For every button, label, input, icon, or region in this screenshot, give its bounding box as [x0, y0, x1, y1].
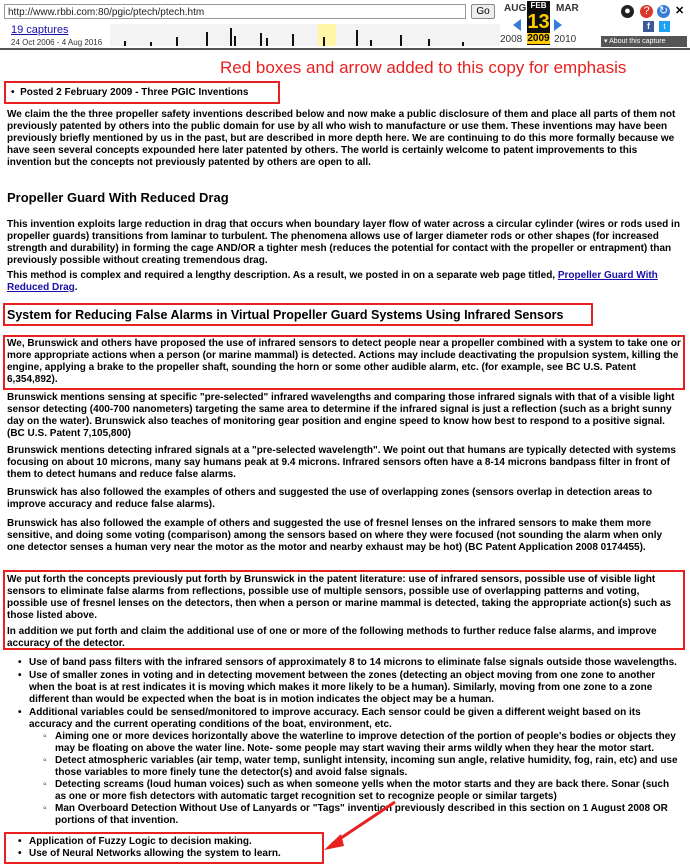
- reduced-drag-link[interactable]: Propeller Guard With Reduced Drag: [7, 270, 658, 293]
- sub-list-item: ◦ Man Overboard Detection Without Use of Lanyards or "Tags" invention previously described in this section on 1 August 2008 OR portions of that invention.: [11, 803, 681, 827]
- sparkline-bar: [234, 36, 236, 46]
- sparkline-bar: [370, 40, 372, 46]
- intro-paragraph: We claim the the three propeller safety inventions described below and now make a public disclosure of them and place all parts of them not previously patented by others into the public domain for use by all who wish to manufacture or use them. These inventions may have been previously briefly mentioned by us in the past, but are described in more depth here. We are continuing to do this more formally because we have seen several concepts expounded here later patented by others. The world is certainly welcome to patent improvements to this invention but the concepts not previously patented by others are open to all.: [7, 109, 676, 168]
- next-capture-arrow-icon[interactable]: [554, 19, 562, 31]
- emphasis-arrow-icon: [322, 796, 402, 856]
- month-next[interactable]: MAR: [556, 3, 579, 14]
- sparkline-bar: [206, 32, 208, 46]
- sparkline-bar: [356, 30, 358, 46]
- sub-list-item: ◦ Detecting screams (loud human voices) such as when someone yells when the motor starts and they are back there. Sonar (such as one or more fish detectors with automatic target recognition set to recognize people or similar targets): [11, 779, 681, 803]
- day-current: 13: [527, 11, 550, 33]
- sparkline-bar: [428, 39, 430, 46]
- section2-paragraph-6: We put forth the concepts previously put forth by Brunswick in the patent literature: use of infrared sensors, possible use of visible light sensors to eliminate false alarms from reflections, possible use of multiple sensors, possible use of overlapping patterns and voting, possible use of fresnel lenses on the detectors, then when a person or marine mammal is detected, taking the appropriate action(s) such as those listed above.: [7, 574, 672, 621]
- list-item: • Use of smaller zones in voting and in detecting movement between the zones (detecting an object moving from one zone to another when the boat is at rest indicates it is moving which makes it more likely to be a human). Similarly, moving from one zone to a zone different than would be expected when the boat is in motion indicates the object may be a human.: [11, 670, 681, 706]
- sparkline-bar: [462, 42, 464, 46]
- sparkline-highlight: [318, 24, 336, 46]
- url-input[interactable]: http://www.rbbi.com:80/pgic/ptech/ptech.htm: [4, 4, 466, 19]
- sub-list-item: ◦ Detect atmospheric variables (air temp, water temp, sunlight intensity, incoming sun angle, relative humidity, fog, rain, etc) and use those variables to more finely tune the detector(s) and avoid false signals.: [11, 755, 681, 779]
- user-icon[interactable]: ●: [621, 5, 634, 18]
- twitter-icon[interactable]: t: [659, 21, 670, 32]
- list-item: • Application of Fuzzy Logic to decision making.: [11, 836, 321, 848]
- sparkline-bar: [400, 35, 402, 46]
- section2-paragraph-1: We, Brunswick and others have proposed the use of infrared sensors to detect people near a propeller combined with a system to take one or more appropriate actions when a person (or marine mammal) is detected. Actions may include deactivating the propulsion system, killing the engine, applying a brake to the propeller shaft, sounding the horn or some other audible alarm, etc. (for example, see BC U.S. Patent 6,354,892).: [7, 338, 681, 385]
- share-icon[interactable]: ↻: [658, 5, 669, 17]
- sparkline-bar: [292, 34, 294, 46]
- section1-link-prefix: This method is complex and required a lengthy description. As a result, we posted in on a separate web page titled,: [7, 270, 558, 281]
- sparkline-bar: [176, 37, 178, 46]
- captures-link[interactable]: 19 captures: [11, 24, 69, 36]
- help-icon[interactable]: ?: [640, 5, 653, 18]
- year-next[interactable]: 2010: [554, 34, 577, 45]
- section2-paragraph-3: Brunswick mentions detecting infrared signals at a "pre-selected wavelength". We point out that humans are typically detected with systems focusing on about 10 microns, many say humans peak at 9.4 microns. Infrared sensors often have a 8-14 microns bandpass filter in front of them to detect humans and reduce false alarms.: [7, 445, 676, 480]
- section2-title: System for Reducing False Alarms in Virtual Propeller Guard Systems Using Infrared Sensors: [7, 308, 564, 322]
- section2-paragraph-2: Brunswick mentions sensing at specific "pre-selected" infrared wavelengths and comparing those infrared signals with that of a visible light sensor detecting (400-700 nanometers) targeting the same area to determine if the infrared signal is just a reflection (such as a bright sunny day on the water). Brunswick also teaches of monitoring gear position and engine speed to know how best to respond to a positive signal. (BC U.S. Patent 7,105,800): [7, 392, 675, 439]
- section1-paragraph: This invention exploits large reduction in drag that occurs when boundary layer flow of water across a circular cylinder (wires or rods used in propeller guards) transitions from laminar to turbulent. The phenomena allows use of larger diameter rods or other shapes (for increased strength and durability) in forming the cage AND/OR a tighter mesh (reduces the potential for contact with the propeller or entrapment) than previously possible without creating tremendous drag.: [7, 219, 680, 266]
- list-item: • Use of Neural Networks allowing the system to learn.: [11, 848, 321, 860]
- section1-link-paragraph: [7, 270, 681, 294]
- emphasis-note: Red boxes and arrow added to this copy for emphasis: [220, 58, 627, 77]
- sub-list-item: ◦ Aiming one or more devices horizontally above the waterline to improve detection of the portion of people's bodies or objects they may be floating on above the water line. Note- some people may start waving their arms wildly when they hear the motor start.: [11, 731, 681, 755]
- go-button[interactable]: Go: [471, 4, 495, 19]
- sparkline-bar: [260, 33, 262, 46]
- posted-text: Posted 2 February 2009 - Three PGIC Inventions: [20, 87, 249, 98]
- sparkline-bar: [230, 28, 232, 46]
- section2-paragraph-5: Brunswick has also followed the example of others and suggested the use of fresnel lenses on the infrared sensors to make them more sensitive, and doing some voting (comparison) among the sensors based on where they were focused (not sounding the alarm when only one detector senses a human very near the motor as the motor and nearby exhaust may be hot) (BC Patent Application 2008 0174455).: [7, 518, 663, 553]
- prev-capture-arrow-icon[interactable]: [513, 19, 521, 31]
- arrow-head: [324, 834, 344, 850]
- capture-date-range: 24 Oct 2006 - 4 Aug 2016: [11, 38, 103, 47]
- section1-link-suffix: .: [74, 282, 78, 293]
- about-capture-button[interactable]: ▾ About this capture: [601, 36, 687, 47]
- sparkline-bar: [266, 38, 268, 46]
- year-current: 2009: [527, 33, 550, 44]
- section2-paragraph-4: Brunswick has also followed the examples of others and suggested the use of overlapping zones (sensors overlap in detection areas to improve accuracy and reduce false alarms).: [7, 487, 653, 510]
- list-item: • Additional variables could be sensed/monitored to improve accuracy. Each sensor could be given a different weight based on its accuracy and the current operating conditions of the boat, environment, etc.: [11, 707, 681, 731]
- year-prev[interactable]: 2008: [500, 34, 523, 45]
- calendar-current: [527, 1, 550, 45]
- section2-paragraph-7: In addition we put forth and claim the additional use of one or more of the following methods to further reduce false alarms, and improve accuracy of the detector.: [7, 626, 657, 649]
- capture-sparkline[interactable]: [110, 24, 500, 46]
- sparkline-bar: [124, 41, 126, 46]
- posted-line: • Posted 2 February 2009 - Three PGIC Inventions: [11, 87, 249, 98]
- sparkline-bar: [323, 37, 325, 46]
- facebook-icon[interactable]: f: [643, 21, 654, 32]
- month-current: FEB: [530, 1, 547, 10]
- list-item: • Use of band pass filters with the infrared sensors of approximately 8 to 14 microns to eliminate false signals outside those wavelengths.: [11, 657, 681, 669]
- sparkline-bar: [150, 42, 152, 46]
- wayback-toolbar: [0, 0, 690, 50]
- final-methods-list: [11, 836, 321, 860]
- close-icon[interactable]: ✕: [675, 5, 685, 17]
- section1-title: Propeller Guard With Reduced Drag: [7, 190, 229, 205]
- month-prev[interactable]: AUG: [504, 3, 527, 14]
